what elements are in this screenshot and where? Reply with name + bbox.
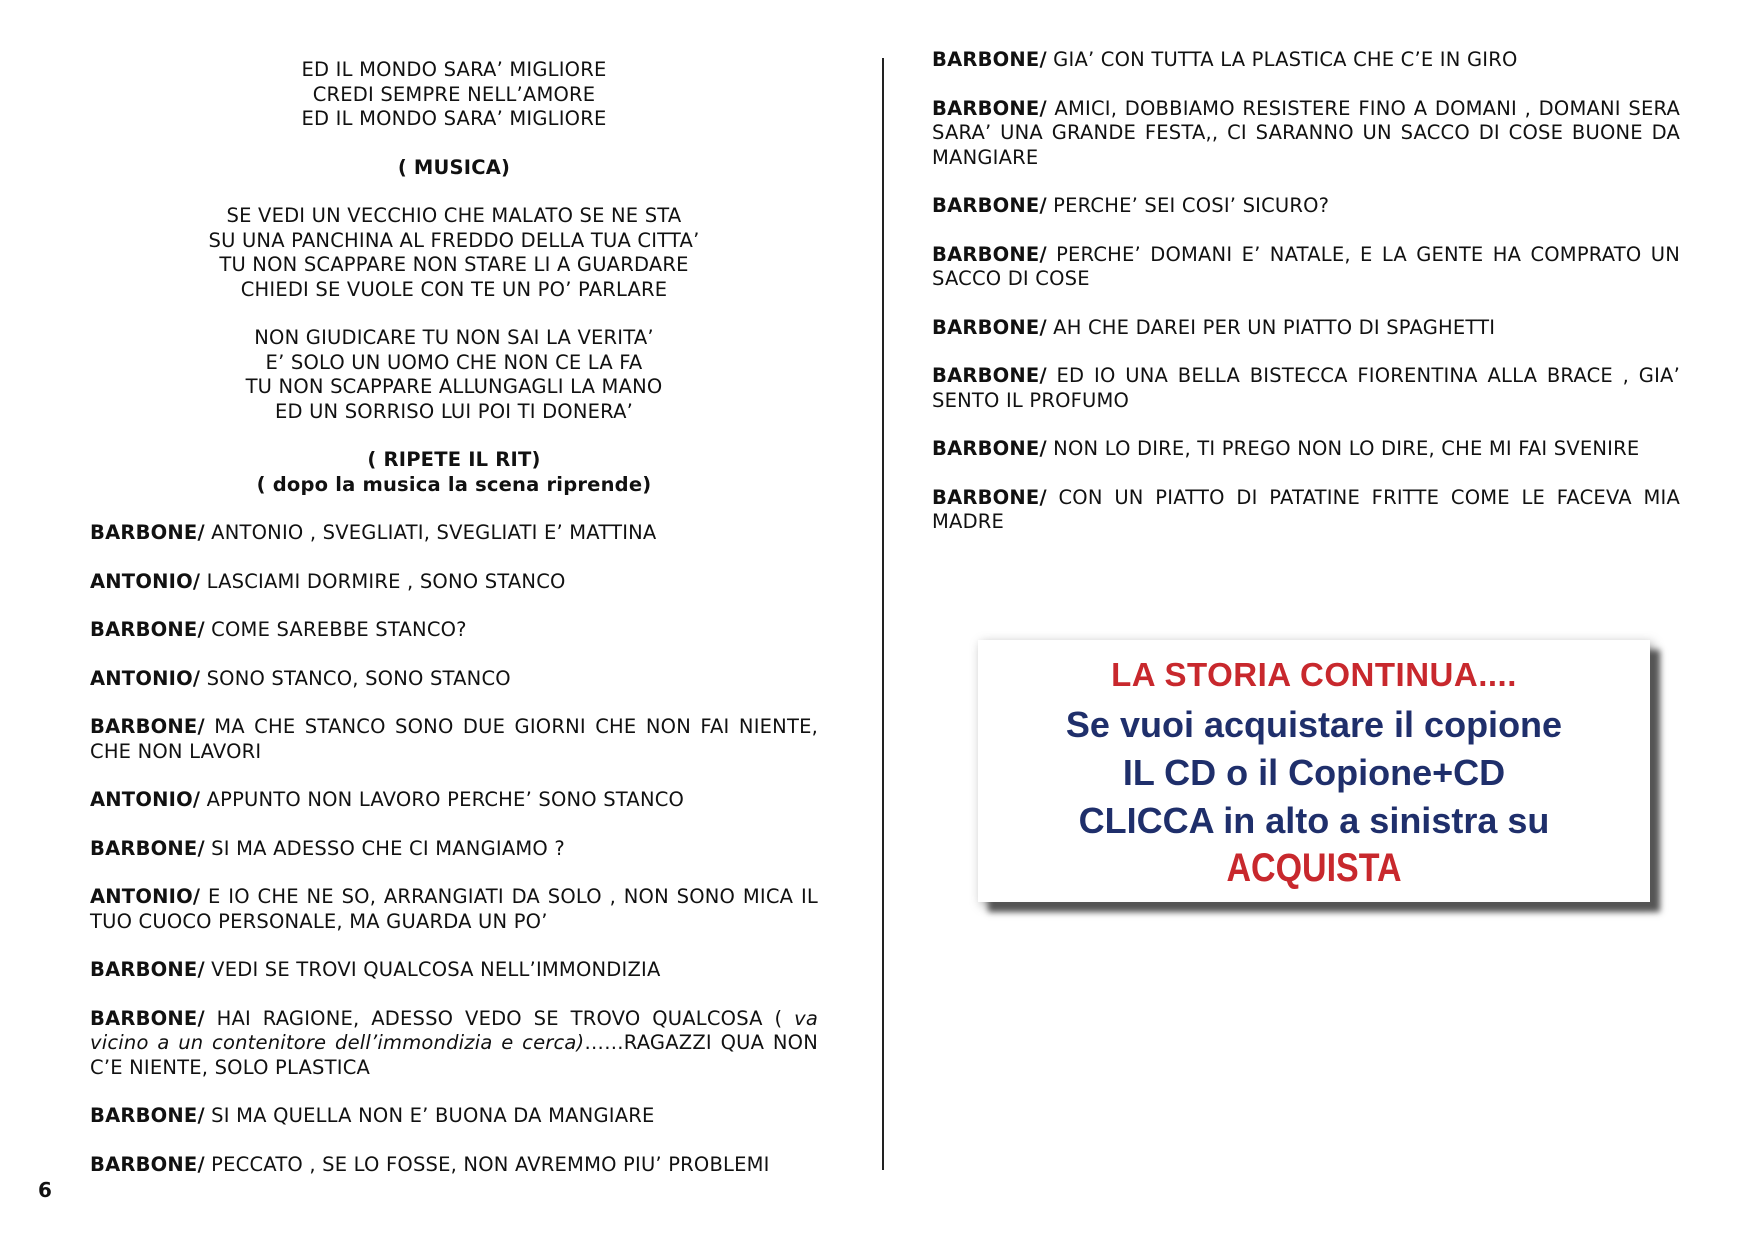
dialogue-text: E IO CHE NE SO, ARRANGIATI DA SOLO , NON SONO MICA IL TUO CUOCO PERSONALE, MA GUARDA UN PO’ — [90, 885, 818, 933]
dialogue-text: GIA’ CON TUTTA LA PLASTICA CHE C’E IN GIRO — [1046, 48, 1518, 71]
dialogue-line — [90, 837, 818, 862]
dialogue-line — [90, 885, 818, 934]
speaker-name: BARBONE/ — [90, 618, 205, 641]
speaker-name: BARBONE/ — [932, 48, 1047, 71]
speaker-name: BARBONE/ — [90, 521, 205, 544]
dialogue-line — [932, 364, 1680, 413]
dialogue-text: SI MA ADESSO CHE CI MANGIAMO ? — [204, 836, 565, 860]
promo-acquista: ACQUISTA — [1226, 846, 1402, 890]
speaker-name: ANTONIO/ — [90, 788, 201, 811]
dialogue-text: CON UN PIATTO DI PATATINE FRITTE COME LE FACEVA MIA MADRE — [932, 485, 1680, 533]
stage-direction-line: ( RIPETE IL RIT) — [367, 448, 541, 471]
dialogue-line — [932, 316, 1680, 341]
lyric-line: E’ SOLO UN UOMO CHE NON CE LA FA — [265, 350, 643, 374]
lyric-line: SU UNA PANCHINA AL FREDDO DELLA TUA CITTA’ — [208, 228, 700, 252]
speaker-name: BARBONE/ — [932, 96, 1047, 120]
dialogue-line — [90, 521, 818, 546]
lyrics-verse-3 — [90, 326, 818, 424]
music-cue-text: ( MUSICA) — [397, 155, 511, 179]
dialogue-line — [90, 715, 818, 764]
dialogue-text: ED IO UNA BELLA BISTECCA FIORENTINA ALLA BRACE , GIA’ SENTO IL PROFUMO — [932, 364, 1680, 412]
dialogue-line — [90, 618, 818, 643]
stage-direction-italic: va vicino a un contenitore dell’immondizia e cerca) — [90, 1006, 818, 1054]
dialogue-line — [90, 1007, 818, 1081]
promo-headline: LA STORIA CONTINUA.... — [1111, 656, 1517, 693]
speaker-name: ANTONIO/ — [90, 666, 201, 690]
dialogue-text: SI MA QUELLA NON E’ BUONA DA MANGIARE — [204, 1104, 655, 1127]
lyrics-verse-2 — [90, 204, 818, 302]
lyrics-verse-1 — [90, 58, 818, 132]
speaker-name: BARBONE/ — [932, 242, 1047, 266]
dialogue-line — [90, 667, 818, 692]
dialogue-text: SONO STANCO, SONO STANCO — [200, 666, 511, 690]
speaker-name: BARBONE/ — [932, 364, 1047, 387]
column-divider — [882, 58, 884, 1170]
dialogue-text: MA CHE STANCO SONO DUE GIORNI CHE NON FAI NIENTE, CHE NON LAVORI — [90, 715, 818, 763]
speaker-name: BARBONE/ — [90, 1006, 205, 1030]
speaker-name: BARBONE/ — [932, 485, 1047, 509]
dialogue-line — [932, 437, 1680, 462]
speaker-name: BARBONE/ — [90, 1152, 205, 1176]
speaker-name: BARBONE/ — [90, 836, 205, 860]
purchase-promo-box — [978, 640, 1650, 902]
stage-direction — [90, 448, 818, 497]
dialogue-text: NON LO DIRE, TI PREGO NON LO DIRE, CHE MI FAI SVENIRE — [1046, 437, 1640, 460]
promo-line: Se vuoi acquistare il copione — [1065, 704, 1563, 745]
left-column — [90, 48, 818, 1201]
dialogue-line — [932, 243, 1680, 292]
dialogue-line — [90, 1153, 818, 1178]
dialogue-text: LASCIAMI DORMIRE , SONO STANCO — [200, 569, 566, 593]
lyric-line: NON GIUDICARE TU NON SAI LA VERITA’ — [254, 326, 654, 349]
lyric-line: TU NON SCAPPARE NON STARE LI A GUARDARE — [219, 253, 689, 276]
dialogue-line — [932, 194, 1680, 219]
dialogue-line — [932, 48, 1680, 73]
dialogue-text: COME SAREBBE STANCO? — [204, 618, 467, 641]
promo-line: IL CD o il Copione+CD — [1122, 752, 1506, 793]
lyric-line: CHIEDI SE VUOLE CON TE UN PO’ PARLARE — [240, 277, 668, 301]
speaker-name: BARBONE/ — [932, 437, 1047, 460]
dialogue-line — [932, 486, 1680, 535]
promo-line: CLICCA in alto a sinistra su — [1078, 800, 1550, 841]
dialogue-text: VEDI SE TROVI QUALCOSA NELL’IMMONDIZIA — [204, 958, 661, 981]
dialogue-text: HAI RAGIONE, ADESSO VEDO SE TROVO QUALCOSA ( — [204, 1006, 795, 1030]
dialogue-text: APPUNTO NON LAVORO PERCHE’ SONO STANCO — [200, 788, 685, 811]
dialogue-text: AMICI, DOBBIAMO RESISTERE FINO A DOMANI , DOMANI SERA SARA’ UNA GRANDE FESTA,, CI SARANNO UN SACCO DI COSE BUONE DA MANGIARE — [932, 96, 1680, 169]
dialogue-text: ANTONIO , SVEGLIATI, SVEGLIATI E’ MATTINA — [204, 521, 657, 544]
dialogue-line — [90, 1104, 818, 1129]
dialogue-text: PERCHE’ DOMANI E’ NATALE, E LA GENTE HA COMPRATO UN SACCO DI COSE — [932, 242, 1680, 290]
lyric-line: SE VEDI UN VECCHIO CHE MALATO SE NE STA — [226, 204, 682, 227]
dialogue-line — [932, 97, 1680, 171]
speaker-name: ANTONIO/ — [90, 569, 201, 593]
right-column — [932, 48, 1680, 559]
lyric-line: ED IL MONDO SARA’ MIGLIORE — [301, 58, 607, 81]
dialogue-text: AH CHE DAREI PER UN PIATTO DI SPAGHETTI — [1046, 315, 1496, 339]
speaker-name: BARBONE/ — [90, 1104, 205, 1127]
speaker-name: ANTONIO/ — [90, 885, 201, 908]
lyric-line: CREDI SEMPRE NELL’AMORE — [312, 82, 596, 106]
dialogue-line — [90, 788, 818, 813]
speaker-name: BARBONE/ — [932, 194, 1047, 217]
stage-direction-line: ( dopo la musica la scena riprende) — [256, 472, 652, 496]
music-cue — [90, 156, 818, 181]
page-number: 6 — [38, 1178, 52, 1202]
dialogue-line — [90, 570, 818, 595]
dialogue-text: ……RAGAZZI QUA NON C’E NIENTE, SOLO PLASTICA — [90, 1031, 818, 1079]
lyric-line: ED UN SORRISO LUI POI TI DONERA’ — [274, 399, 634, 423]
speaker-name: BARBONE/ — [90, 715, 205, 738]
speaker-name: BARBONE/ — [932, 315, 1047, 339]
dialogue-text: PECCATO , SE LO FOSSE, NON AVREMMO PIU’ PROBLEMI — [204, 1152, 770, 1176]
dialogue-text: PERCHE’ SEI COSI’ SICURO? — [1046, 194, 1330, 217]
lyric-line: TU NON SCAPPARE ALLUNGAGLI LA MANO — [245, 375, 663, 398]
speaker-name: BARBONE/ — [90, 958, 205, 981]
dialogue-line — [90, 958, 818, 983]
lyric-line: ED IL MONDO SARA’ MIGLIORE — [301, 107, 607, 130]
